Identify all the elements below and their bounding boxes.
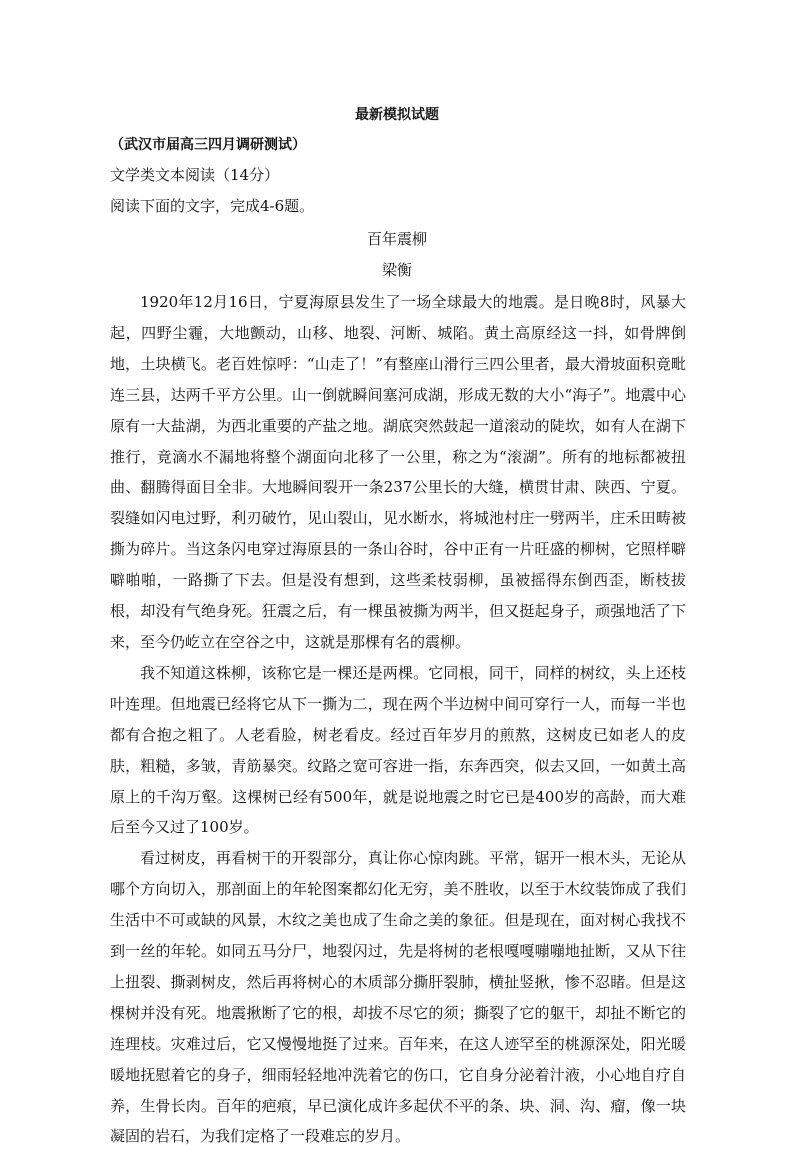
exam-source: （武汉市届高三四月调研测试） xyxy=(110,137,306,153)
paragraph-2: 我不知道这株柳，该称它是一棵还是两棵。它同根，同干，同样的树纹，头上还枝叶连理。但地震已经将它从下一撕为二，现在两个半边树中间可穿行一人，而每一半也都有合抱之粗了。人老看脸，树老看皮。经过百年岁月的煎熬，这树皮已如老人的皮肤，粗糙，多皱，青筋暴突。纹路之宽可容进一指，东奔西突，似去又回，一如黄土高原上的千沟万壑。这棵树已经有500年，就是说地震之时它已是400岁的高龄，而大难后至今又过了100岁。 xyxy=(110,663,686,837)
document-title: 最新模拟试题 xyxy=(355,107,439,123)
reading-instruction: 阅读下面的文字，完成4-6题。 xyxy=(110,197,315,215)
article-title: 百年震柳 xyxy=(366,230,427,248)
article-body xyxy=(110,287,686,1152)
paragraph-1: 1920年12月16日，宁夏海原县发生了一场全球最大的地震。是日晚8时，风暴大起，四野尘霾，大地颤动，山移、地裂、河断、城陷。黄土高原经这一抖，如骨牌倒地，土块横飞。老百姓惊呼：“山走了！”有整座山滑行三四公里者，最大滑坡面积竟毗连三县，达两千平方公里。山一倒就瞬间塞河成湖，形成无数的大小“海子”。地震中心原有一大盐湖，为西北重要的产盐之地。湖底突然鼓起一道滚动的陡坎，如有人在湖下推行，竟滴水不漏地将整个湖面向北移了一公里，称之为“滚湖”。所有的地标都被扭曲、翻腾得面目全非。大地瞬间裂开一条237公里长的大缝，横贯甘肃、陕西、宁夏。裂缝如闪电过野，利刃破竹，见山裂山，见水断水，将城池村庄一劈两半，庄禾田畴被撕为碎片。当这条闪电穿过海原县的一条山谷时，谷中正有一片旺盛的柳树，它照样噼噼啪啪，一路撕了下去。但是没有想到，这些柔枝弱柳，虽被摇得东倒西歪，断枝拔根，却没有气绝身死。狂震之后，有一棵虽被撕为两半，但又挺起身子，顽强地活了下来，至今仍屹立在空谷之中，这就是那棵有名的震柳。 xyxy=(110,293,686,651)
section-heading: 文学类文本阅读（14分） xyxy=(110,166,280,184)
paragraph-3: 看过树皮，再看树干的开裂部分，真让你心惊肉跳。平常，锯开一根木头，无论从哪个方向切入，那剖面上的年轮图案都幻化无穷，美不胜收，以至于木纹装饰成了我们生活中不可或缺的风景，木纹之美也成了生命之美的象征。但是现在，面对树心我找不到一丝的年轮。如同五马分尸，地裂闪过，先是将树的老根嘎嘎嘣嘣地扯断，又从下往上扭裂、撕剥树皮，然后再将树心的木质部分撕肝裂肺，横扯竖揪，惨不忍睹。但是这棵树并没有死。地震揪断了它的根，却拔不尽它的须；撕裂了它的躯干，却扯不断它的连理枝。灾难过后，它又慢慢地挺了过来。百年来，在这人迹罕至的桃源深处，阳光暖暖地抚慰着它的身子，细雨轻轻地冲洗着它的伤口，它自身分泌着汁液，小心地自疗自养，生骨长肉。百年的疤痕，早已演化成许多起伏不平的条、块、洞、沟、瘤，像一块凝固的岩石，为我们定格了一段难忘的岁月。 xyxy=(110,849,686,1146)
article-author: 梁衡 xyxy=(381,261,412,279)
